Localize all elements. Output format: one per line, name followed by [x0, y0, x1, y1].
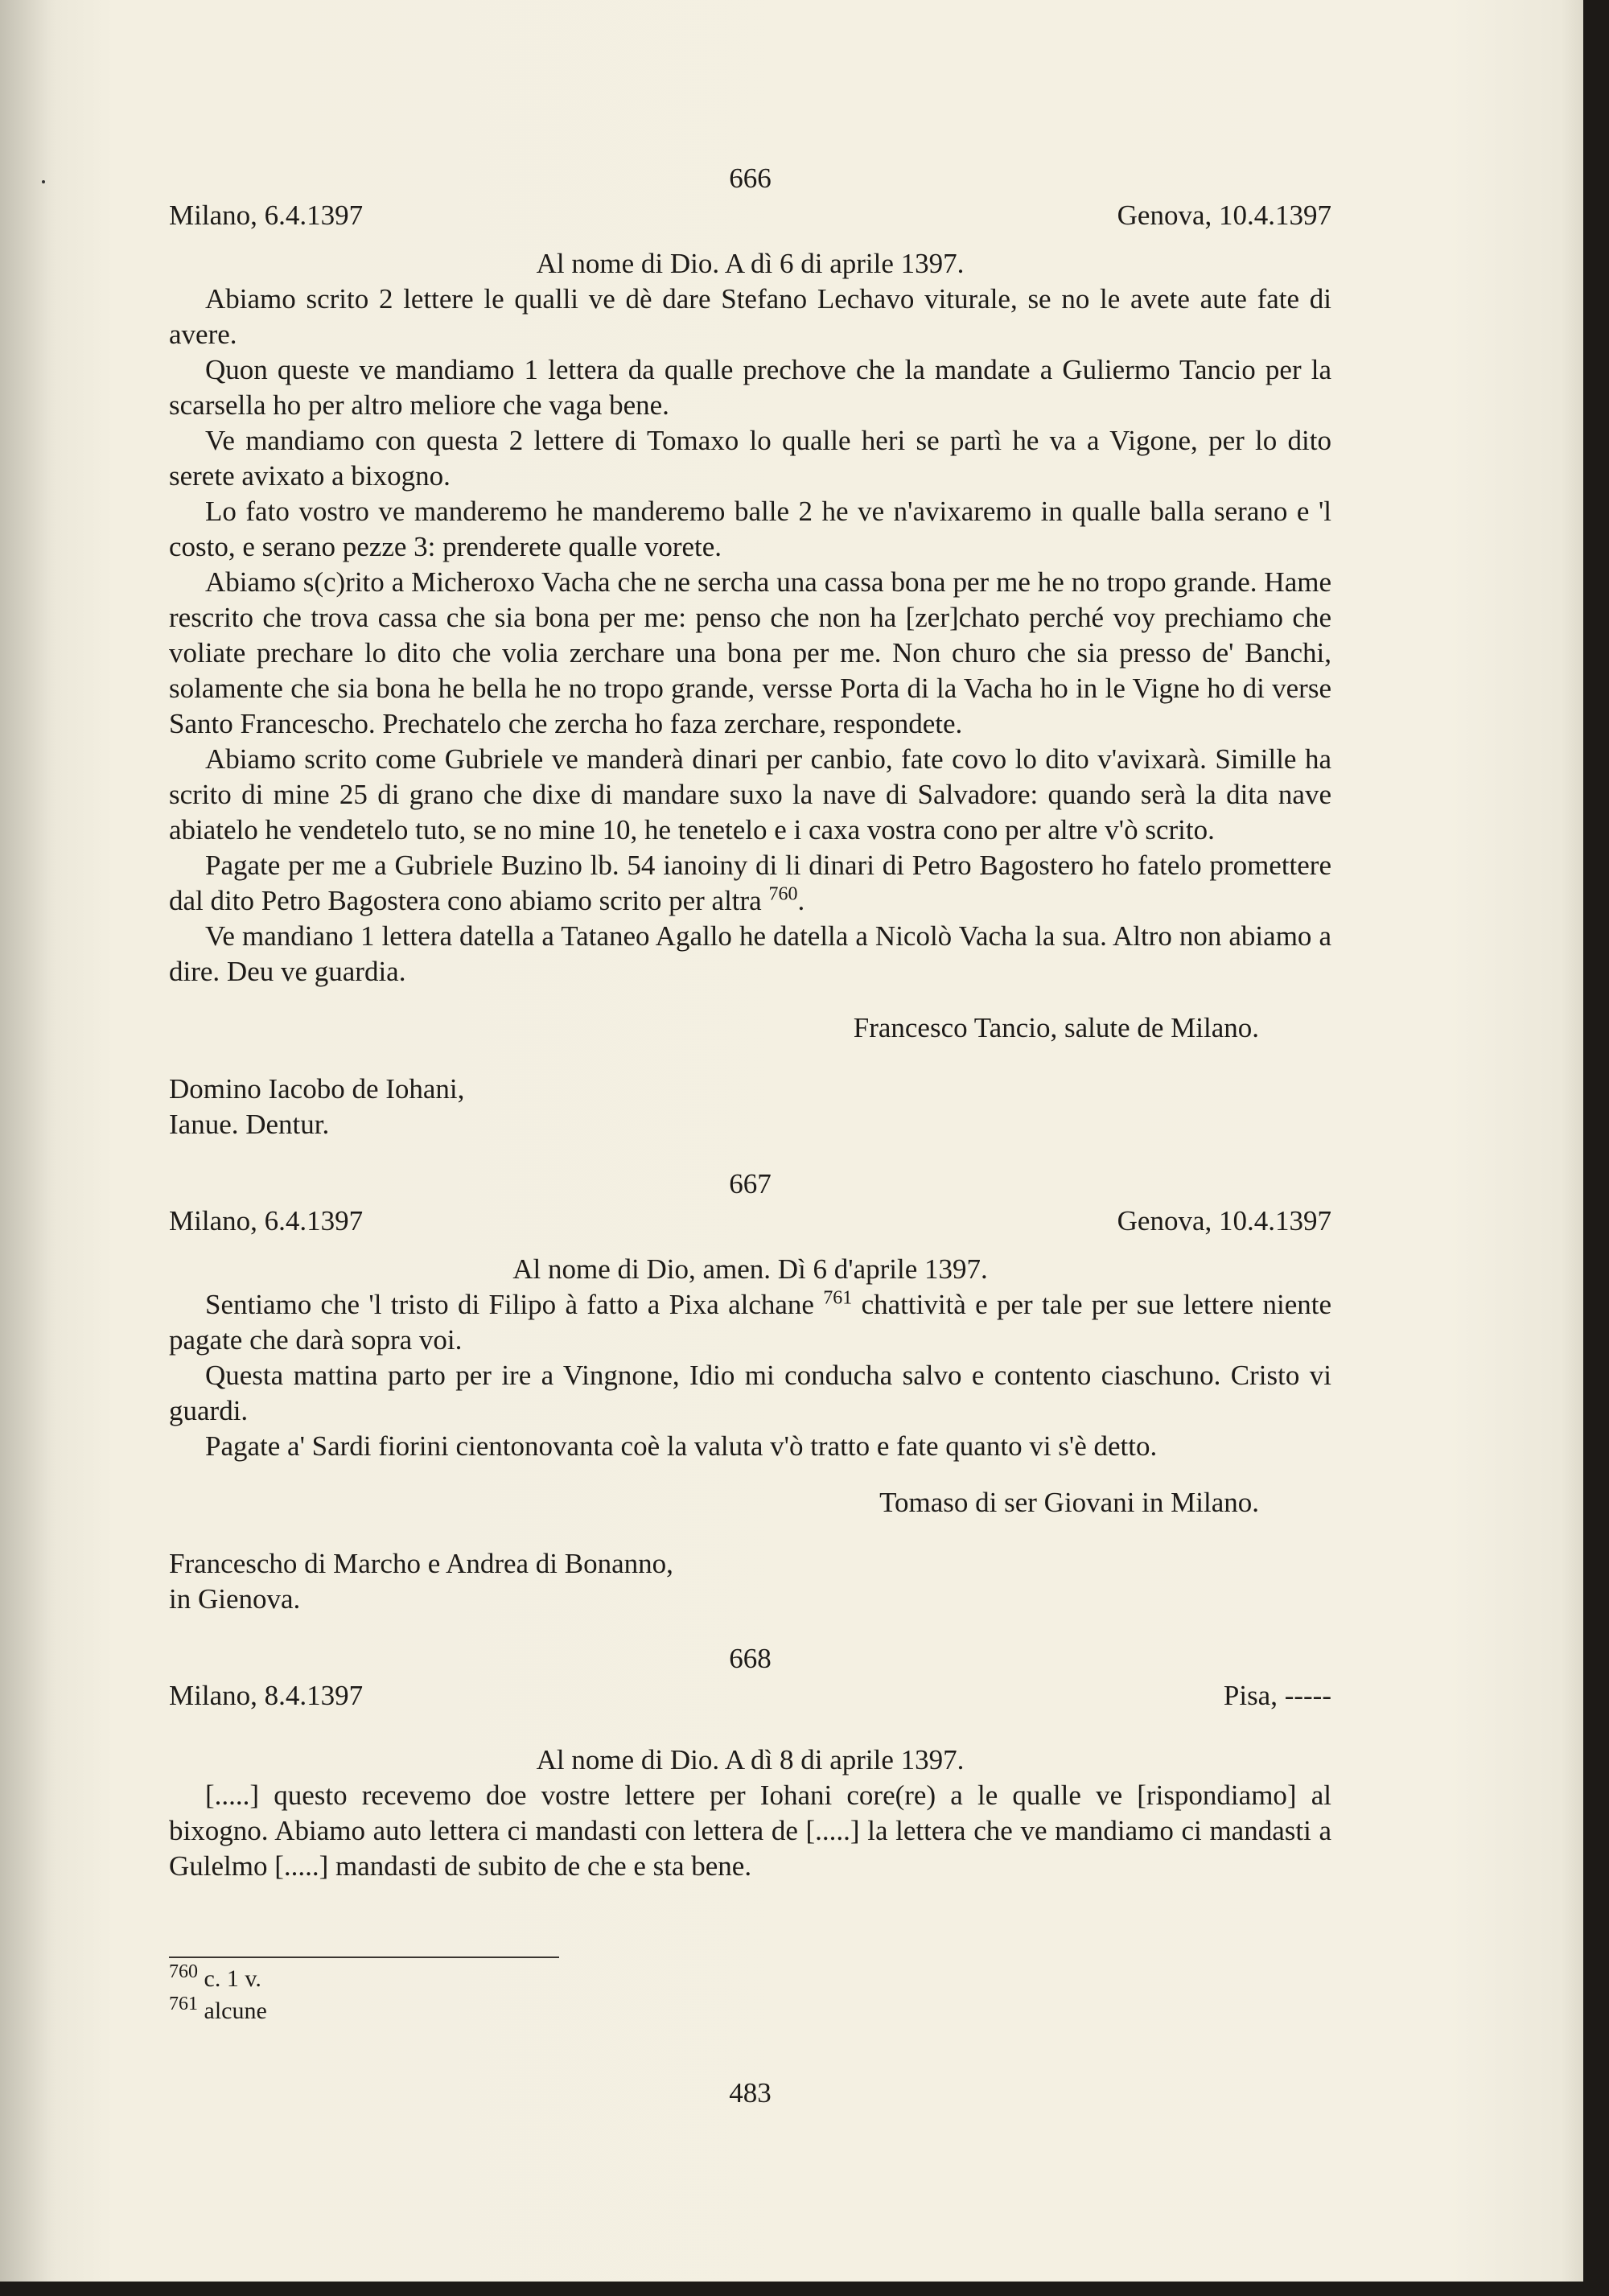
address-line: Ianue. Dentur.	[169, 1109, 330, 1140]
place-from: Milano, 8.4.1397	[169, 1680, 364, 1711]
entry-places	[169, 1204, 1331, 1239]
book-edge	[1583, 0, 1609, 2296]
invocation: Al nome di Dio. A dì 8 di aprile 1397.	[536, 1744, 965, 1775]
footnote	[169, 1963, 1331, 1995]
paragraph: [.....] questo recevemo doe vostre lettere per Iohani core(re) a le qualle ve [rispondiamo] al bixogno. Abiamo auto lettera ci mandasti con lettera de [.....] la lettera che ve mandiamo ci mandasti a Gulelmo [.....] mandasti de subito de che e sta bene.	[169, 1780, 1331, 1882]
entry-number: 667	[729, 1168, 772, 1199]
spine-shadow	[0, 0, 56, 2282]
page-content	[169, 161, 1331, 2111]
paragraph: Lo fato vostro ve manderemo he manderemo balle 2 he ve n'avixaremo in qualle balla serano e 'l costo, e serano pezze 3: prenderete qualle vorete.	[169, 496, 1331, 562]
page-number: 483	[729, 2077, 772, 2109]
paragraph: Ve mandiano 1 lettera datella a Tataneo Agallo he datella a Nicolò Vacha la sua. Altro non abiamo a dire. Deu ve guardia.	[169, 920, 1331, 987]
paragraph: Abiamo scrito come Gubriele ve manderà dinari per canbio, fate covo lo dito v'avixarà. Simille ha scrito di mine 25 di grano che dixe di mandare suxo la nave di Salvadore: quando serà la dita nave abiatelo he vendetelo tuto, se no mine 10, he tenetelo e i caxa vostra cono per altre v'ò scrito.	[169, 743, 1331, 846]
entry-places	[169, 198, 1331, 233]
place-from: Milano, 6.4.1397	[169, 1205, 364, 1236]
paragraph: Questa mattina parto per ire a Vingnone, Idio mi conducha salvo e contento ciaschuno. Cristo vi guardi.	[169, 1360, 1331, 1426]
paragraph: Quon queste ve mandiamo 1 lettera da qualle prechove che la mandate a Guliermo Tancio per la scarsella ho per altro meliore che vaga bene.	[169, 354, 1331, 421]
footnote-marker: 761	[823, 1287, 853, 1309]
address-line: in Gienova.	[169, 1583, 301, 1615]
paragraph-text: chattività e per tale per sue lettere niente pagate che darà sopra voi.	[169, 1289, 1332, 1356]
signature: Tomaso di ser Giovani in Milano.	[879, 1487, 1259, 1518]
footnote-number: 760	[169, 1961, 198, 1982]
paragraph: Abiamo s(c)rito a Micheroxo Vacha che ne sercha una cassa bona per me he no tropo grande. Hame rescrito che trova cassa che sia bona per me: penso che non ha [zer]chato perché voy prechiamo che voliate prechare lo dito che volia zerchare una bona per me. Non churo che sia presso de' Banchi, solamente che sia bona he bella he no tropo grande, versse Porta di la Vacha ho in le Vigne ho di verse Santo Francescho. Prechatelo che zercha ho faza zerchare, respondete.	[169, 566, 1331, 739]
paragraph	[169, 1287, 1331, 1358]
invocation: Al nome di Dio, amen. Dì 6 d'aprile 1397.	[512, 1253, 988, 1285]
place-to: Genova, 10.4.1397	[1117, 200, 1331, 231]
address-line: Francescho di Marcho e Andrea di Bonanno,	[169, 1548, 673, 1579]
paragraph: Ve mandiamo con questa 2 lettere di Tomaxo lo qualle heri se partì he va a Vigone, per lo dito serete avixato a bixogno.	[169, 425, 1331, 492]
paper-speck	[42, 180, 45, 183]
entry-number: 666	[729, 163, 772, 194]
book-edge-bottom	[0, 2282, 1609, 2296]
address-block	[169, 1546, 1331, 1617]
footnote-divider	[169, 1957, 559, 1958]
paragraph: Pagate per me a Gubriele Buzino lb. 54 ianoiny di li dinari di Petro Bagostero ho fatelo promettere dal dito Petro Bagostera cono abiamo scrito per altra $^{760}$.	[169, 850, 1331, 916]
entry-places	[169, 1678, 1331, 1714]
place-to: Pisa, -----	[1223, 1680, 1331, 1711]
signature: Francesco Tancio, salute de Milano.	[853, 1012, 1259, 1043]
paragraph: Abiamo scrito 2 lettere le qualli ve dè dare Stefano Lechavo viturale, se no le avete aute fate di avere.	[169, 283, 1331, 350]
footnote-number: 761	[169, 1994, 198, 2014]
paragraph-text: Pagate per me a Gubriele Buzino lb. 54 ianoiny di li dinari di Petro Bagostero ho fatelo promettere dal dito Petro Bagostera cono abiamo scrito per altra	[169, 850, 1331, 916]
address-block	[169, 1072, 1331, 1142]
entry-number: 668	[729, 1643, 772, 1674]
invocation: Al nome di Dio. A dì 6 di aprile 1397.	[536, 248, 965, 279]
footnote-text: alcune	[204, 1998, 267, 2024]
paragraph-text: Sentiamo che 'l tristo di Filipo à fatto a Pixa alchane	[205, 1289, 814, 1320]
place-from: Milano, 6.4.1397	[169, 200, 364, 231]
address-line: Domino Iacobo de Iohani,	[169, 1073, 465, 1105]
paragraph: Pagate a' Sardi fiorini cientonovanta coè la valuta v'ò tratto e fate quanto vi s'è detto.	[205, 1430, 1158, 1462]
footnote-text: c. 1 v.	[204, 1965, 261, 1992]
footnote	[169, 1995, 1331, 2027]
footnote-marker: 760	[768, 883, 798, 905]
place-to: Genova, 10.4.1397	[1117, 1205, 1331, 1236]
